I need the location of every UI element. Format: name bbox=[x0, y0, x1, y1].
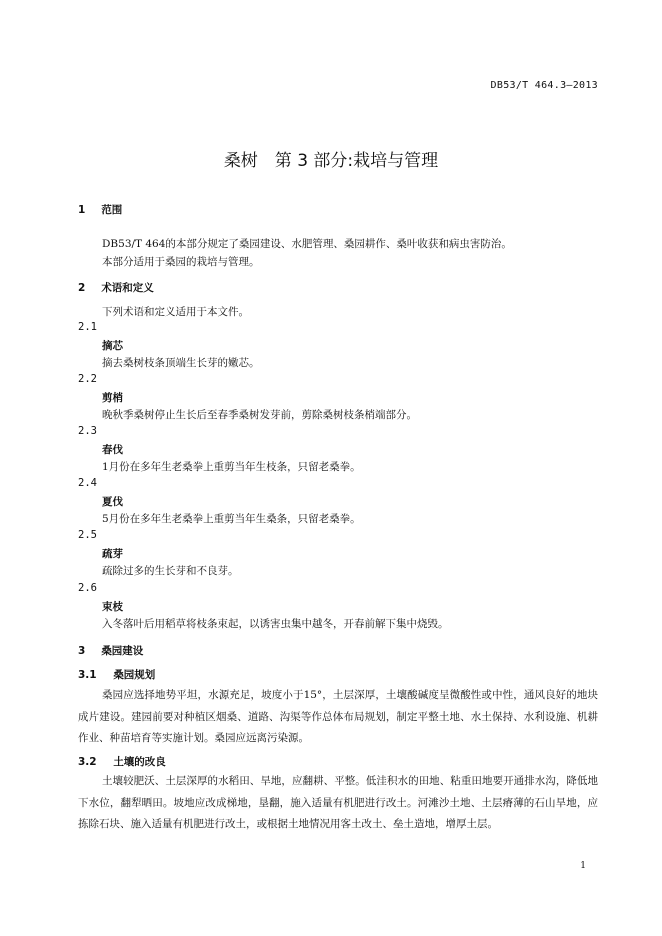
planning-paragraph: 桑园应选择地势平坦，水源充足，坡度小于15°，土层深厚，土壤酸碱度呈微酸性或中性，通风良好的地块成片建设。建园前要对种植区烟桑、道路、沟渠等作总体布局规划，制定平整土地、水土保持、水利设施、机耕作业、种苗培育等实施计划。桑园应远离污染源。 bbox=[78, 689, 598, 744]
section-heading-orchard-construction bbox=[78, 643, 143, 658]
term-definition: 入冬落叶后用稻草将枝条束起，以诱害虫集中越冬，开春前解下集中烧毁。 bbox=[102, 618, 449, 630]
section-title: 桑园建设 bbox=[101, 645, 144, 657]
scope-paragraph-1: DB53/T 464的本部分规定了桑园建设、水肥管理、桑园耕作、桑叶收获和病虫害防治。 bbox=[102, 238, 512, 250]
section-heading-terms bbox=[78, 280, 154, 295]
term-name: 剪梢 bbox=[102, 392, 123, 404]
term-name: 摘芯 bbox=[102, 340, 123, 352]
term-definition: 1月份在多年生老桑拳上重剪当年生枝条，只留老桑拳。 bbox=[102, 461, 361, 473]
section-title: 土壤的改良 bbox=[113, 756, 166, 768]
term-number: 2.5 bbox=[78, 529, 97, 541]
term-name: 疏芽 bbox=[102, 548, 123, 560]
page-number: 1 bbox=[580, 861, 586, 871]
section-title: 术语和定义 bbox=[101, 282, 154, 294]
subsection-heading-planning bbox=[78, 667, 155, 682]
section-number: 1 bbox=[78, 204, 86, 216]
section-title: 桑园规划 bbox=[113, 669, 156, 681]
term-number: 2.1 bbox=[78, 321, 97, 333]
document-code: DB53/T 464.3—2013 bbox=[490, 80, 598, 91]
section-number: 2 bbox=[78, 282, 86, 294]
section-heading-scope bbox=[78, 202, 122, 217]
soil-paragraph: 土壤较肥沃、土层深厚的水稻田、旱地，应翻耕、平整。低洼积水的田地、粘重田地要开通排水沟，降低地下水位，翻犁晒田。坡地应改成梯地，垦翻，施入适量有机肥进行改土。河滩沙土地、土层瘠薄的石山旱地，应拣除石块、施入适量有机肥进行改土，或根据土地情况用客土改土、垒土造地，增厚土层。 bbox=[78, 775, 598, 830]
section-number: 3.1 bbox=[78, 669, 97, 681]
section-number: 3 bbox=[78, 645, 86, 657]
term-name: 夏伐 bbox=[102, 496, 123, 508]
section-title: 范围 bbox=[101, 204, 123, 216]
term-definition: 疏除过多的生长芽和不良芽。 bbox=[102, 565, 239, 577]
terms-intro: 下列术语和定义适用于本文件。 bbox=[102, 306, 249, 318]
term-name: 春伐 bbox=[102, 444, 123, 456]
term-number: 2.2 bbox=[78, 373, 97, 385]
term-definition: 摘去桑树枝条顶端生长芽的嫩芯。 bbox=[102, 357, 260, 369]
term-name: 束枝 bbox=[102, 601, 123, 613]
scope-paragraph-2: 本部分适用于桑园的栽培与管理。 bbox=[102, 256, 260, 268]
term-number: 2.6 bbox=[78, 582, 97, 594]
section-number: 3.2 bbox=[78, 756, 97, 768]
term-number: 2.3 bbox=[78, 425, 97, 437]
term-definition: 5月份在多年生老桑拳上重剪当年生桑条，只留老桑拳。 bbox=[102, 513, 361, 525]
term-number: 2.4 bbox=[78, 477, 97, 489]
term-definition: 晚秋季桑树停止生长后至春季桑树发芽前，剪除桑树枝条梢端部分。 bbox=[102, 409, 417, 421]
subsection-heading-soil bbox=[78, 754, 166, 769]
page-title: 桑树 第 3 部分:栽培与管理 bbox=[223, 151, 439, 171]
